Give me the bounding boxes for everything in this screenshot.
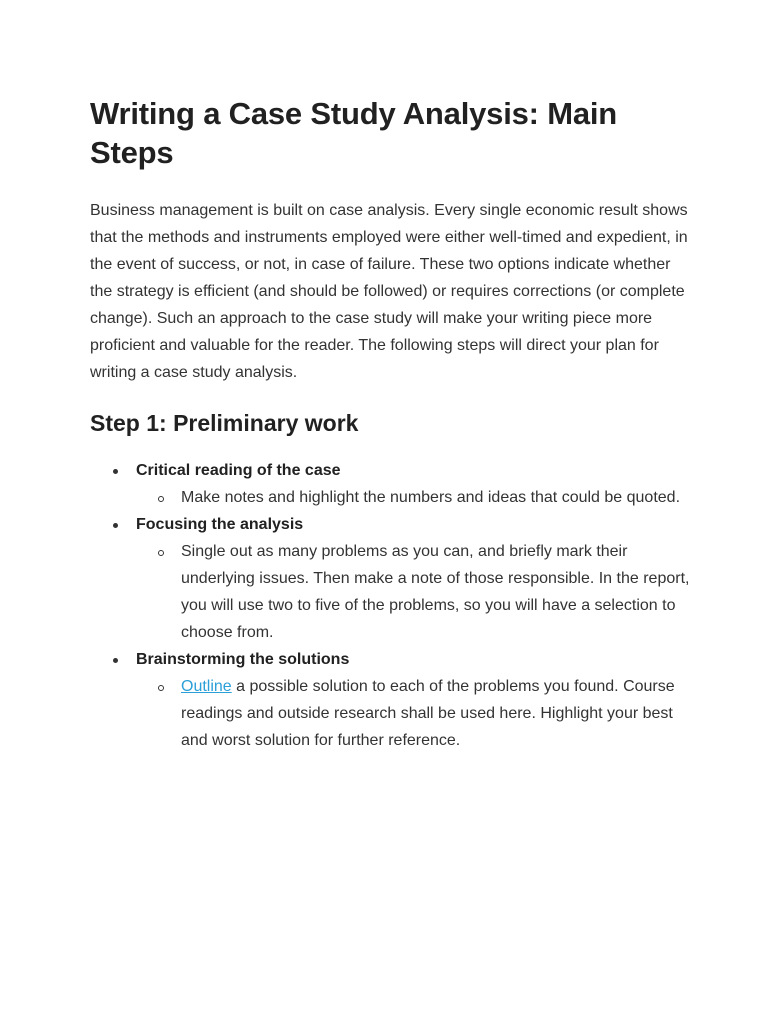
item-title: Brainstorming the solutions bbox=[136, 651, 350, 668]
item-detail: Make notes and highlight the numbers and ideas that could be quoted. bbox=[181, 489, 681, 506]
step-1-list bbox=[90, 457, 690, 754]
item-detail: a possible solution to each of the problems you found. Course readings and outside research shall be used here. Highlight your best and worst solution for further reference. bbox=[181, 678, 675, 749]
item-detail: Single out as many problems as you can, and briefly mark their underlying issues. Then make a note of those responsible. In the report, you will use two to five of the problems, so you will have a selection to choose from. bbox=[181, 543, 690, 641]
bullet-icon bbox=[113, 523, 118, 528]
outline-link[interactable]: Outline bbox=[181, 678, 232, 695]
item-title: Focusing the analysis bbox=[136, 516, 304, 533]
article-title: Writing a Case Study Analysis: Main Steps bbox=[90, 96, 618, 170]
list-item bbox=[90, 511, 690, 646]
intro-paragraph: Business management is built on case analysis. Every single economic result shows that the methods and instruments employed were either well-timed and expedient, in the event of success, or not, in case of failure. These two options indicate whether the strategy is efficient (and should be followed) or requires corrections (or complete change). Such an approach to the case study will make your writing piece more proficient and valuable for the reader. The following steps will direct your plan for writing a case study analysis. bbox=[90, 202, 688, 381]
circle-bullet-icon bbox=[158, 496, 164, 502]
sub-list bbox=[136, 484, 690, 511]
item-title: Critical reading of the case bbox=[136, 462, 341, 479]
circle-bullet-icon bbox=[158, 550, 164, 556]
sub-list-item bbox=[136, 484, 690, 511]
bullet-icon bbox=[113, 658, 118, 663]
list-item bbox=[90, 646, 690, 754]
article-body bbox=[90, 94, 690, 754]
sub-list-item bbox=[136, 673, 690, 754]
circle-bullet-icon bbox=[158, 685, 164, 691]
sub-list-item bbox=[136, 538, 690, 646]
list-item bbox=[90, 457, 690, 511]
sub-list bbox=[136, 538, 690, 646]
step-1-heading: Step 1: Preliminary work bbox=[90, 410, 359, 436]
sub-list bbox=[136, 673, 690, 754]
bullet-icon bbox=[113, 469, 118, 474]
